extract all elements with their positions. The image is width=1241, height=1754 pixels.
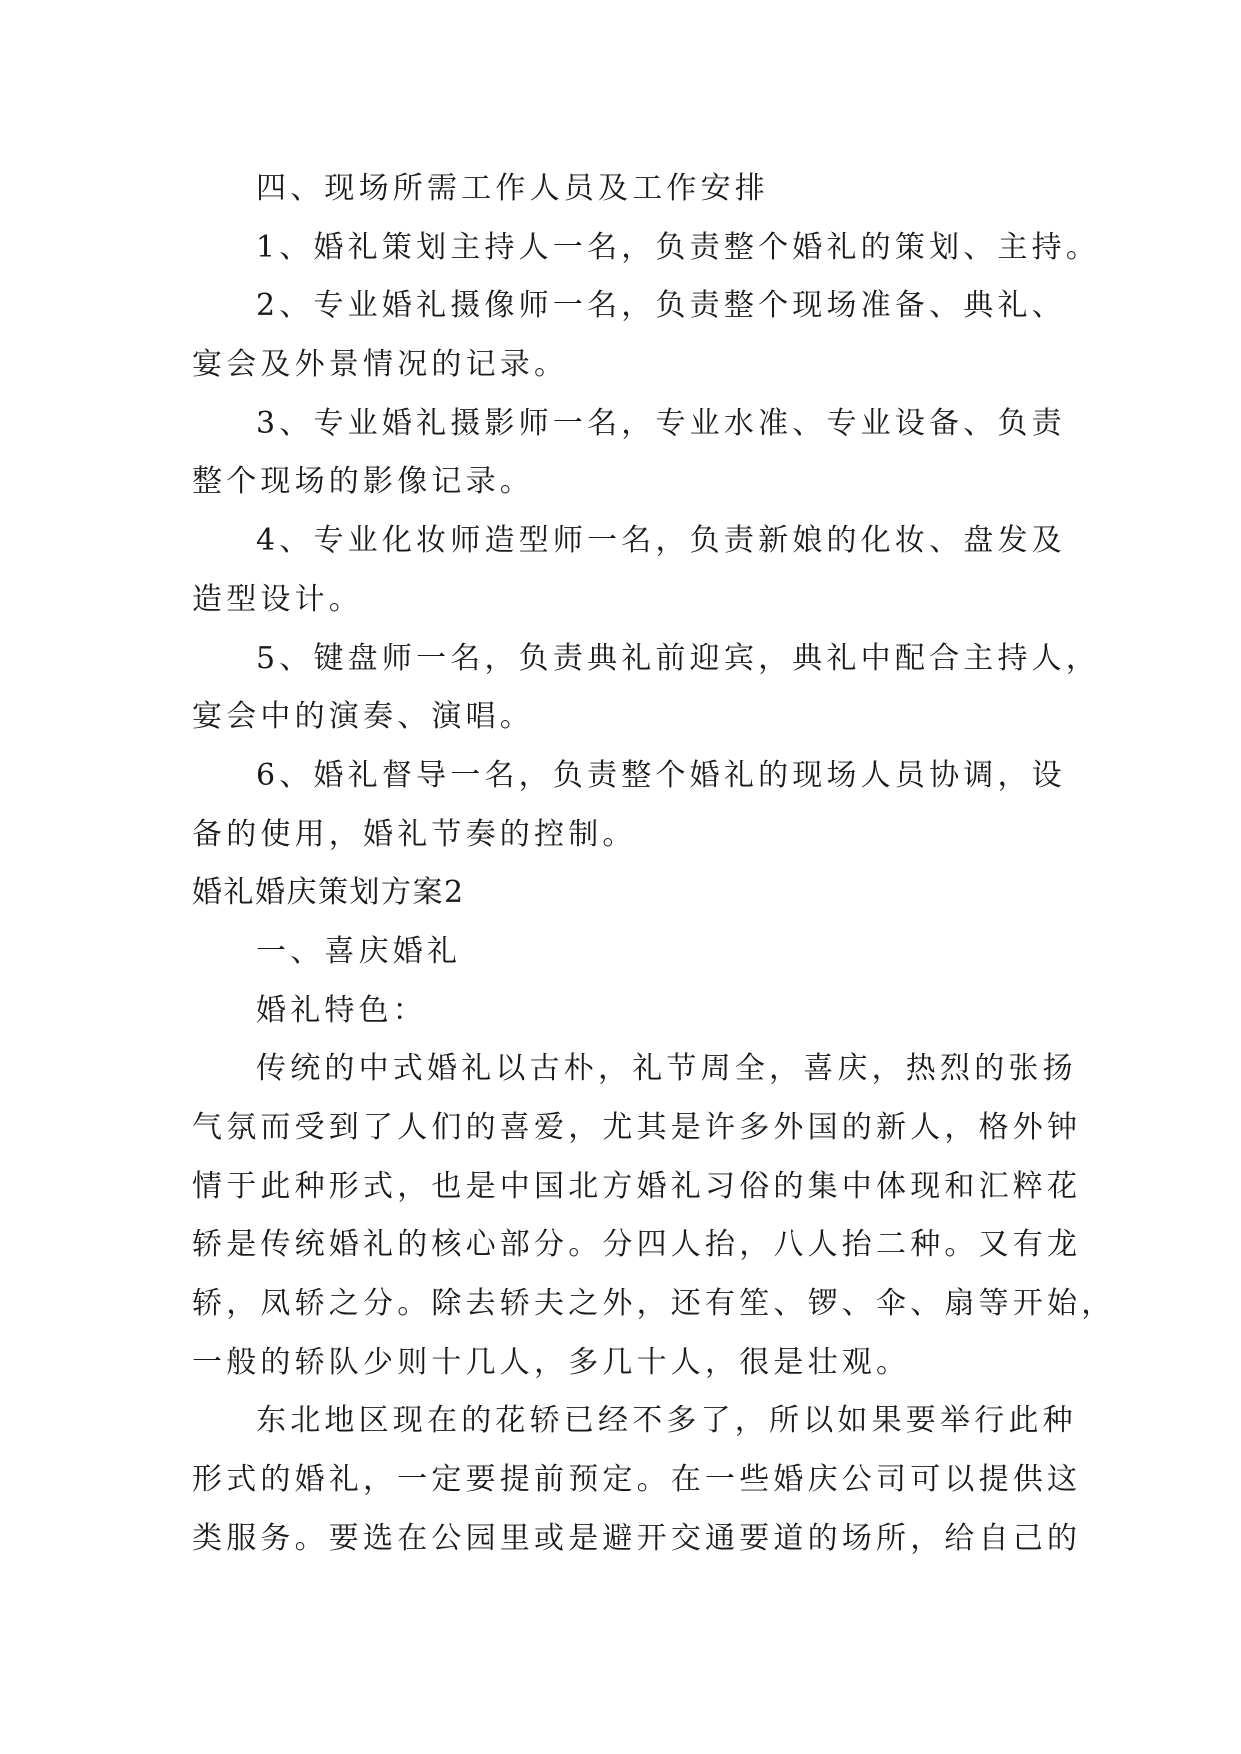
list-item: 2、专业婚礼摄像师一名，负责整个现场准备、典礼、	[256, 288, 1066, 324]
paragraph-line: 轿是传统婚礼的核心部分。分四人抬，八人抬二种。又有龙	[192, 1227, 1082, 1263]
subsection-label: 婚礼特色：	[256, 992, 427, 1028]
list-item: 1、婚礼策划主持人一名，负责整个婚礼的策划、主持。	[256, 229, 1101, 265]
list-item-continuation: 宴会中的演奏、演唱。	[192, 699, 534, 735]
paragraph-line: 类服务。要选在公园里或是避开交通要道的场所，给自己的	[192, 1520, 1082, 1556]
paragraph-line: 东北地区现在的花轿已经不多了，所以如果要举行此种	[256, 1403, 1077, 1439]
list-item: 5、键盘师一名，负责典礼前迎宾，典礼中配合主持人，	[256, 640, 1101, 676]
paragraph-line: 轿，凤轿之分。除去轿夫之外，还有笙、锣、伞、扇等开始，	[192, 1286, 1116, 1322]
list-item-continuation: 宴会及外景情况的记录。	[192, 347, 569, 383]
list-item: 3、专业婚礼摄影师一名，专业水准、专业设备、负责	[256, 405, 1066, 441]
document-title: 婚礼婚庆策划方案2	[192, 875, 465, 911]
list-item: 6、婚礼督导一名，负责整个婚礼的现场人员协调，设	[256, 757, 1066, 793]
list-item-continuation: 整个现场的影像记录。	[192, 464, 534, 500]
list-item-continuation: 造型设计。	[192, 581, 363, 617]
list-item-continuation: 备的使用，婚礼节奏的控制。	[192, 816, 637, 852]
paragraph-line: 情于此种形式，也是中国北方婚礼习俗的集中体现和汇粹花	[192, 1168, 1082, 1204]
paragraph-line: 传统的中式婚礼以古朴，礼节周全，喜庆，热烈的张扬	[256, 1051, 1077, 1087]
section-heading: 四、现场所需工作人员及工作安排	[256, 171, 769, 206]
paragraph-line: 一般的轿队少则十几人，多几十人，很是壮观。	[192, 1344, 911, 1380]
document-page	[192, 160, 1116, 1569]
paragraph-line: 形式的婚礼，一定要提前预定。在一些婚庆公司可以提供这	[192, 1462, 1082, 1498]
list-item: 4、专业化妆师造型师一名，负责新娘的化妆、盘发及	[256, 523, 1066, 559]
section-heading: 一、喜庆婚礼	[256, 933, 462, 969]
paragraph-line: 气氛而受到了人们的喜爱，尤其是许多外国的新人，格外钟	[192, 1110, 1082, 1145]
